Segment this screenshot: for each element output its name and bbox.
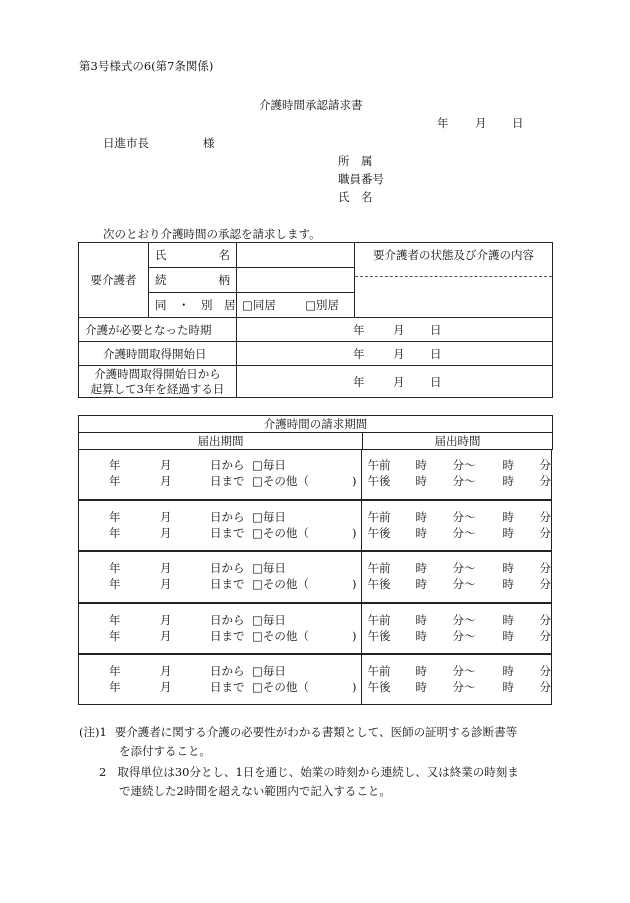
condition-header: 要介護者の状態及び介護の内容 xyxy=(355,243,553,268)
note-2-cont: で連続した2時間を超えない範囲内で記入すること。 xyxy=(119,784,391,798)
period-entry xyxy=(78,551,552,602)
period-entry xyxy=(78,449,552,500)
applicant-dept: 所 属 xyxy=(338,154,373,168)
period-dates[interactable]: 年 月 日から □毎日 年 月 日まで □その他（ ) xyxy=(79,449,362,499)
addressee-name: 日進市長 xyxy=(103,136,149,150)
applicant-name: 氏 名 xyxy=(338,190,373,204)
period-times[interactable]: 午前 時 分〜 時 分 午後 時 分〜 時 分 xyxy=(367,561,551,592)
period-left-header: 届出期間 xyxy=(79,433,363,450)
date-month: 月 xyxy=(475,116,487,130)
date-year: 年 xyxy=(437,116,449,130)
period-right-header: 届出時間 xyxy=(363,433,553,450)
needed-since-label: 介護が必要となった時期 xyxy=(79,318,237,342)
period-times[interactable]: 午前 時 分〜 時 分 午後 時 分〜 時 分 xyxy=(367,612,551,643)
three-years-date[interactable]: 年 月 日 xyxy=(237,366,553,398)
cohabit-separate-checkbox[interactable]: □別居 xyxy=(305,298,340,312)
care-recipient-header: 要介護者 xyxy=(79,243,149,318)
name-field[interactable] xyxy=(237,243,355,268)
cohabit-same-checkbox[interactable]: □同居 xyxy=(242,298,276,312)
start-date-label: 介護時間取得開始日 xyxy=(79,342,237,366)
form-title: 介護時間承認請求書 xyxy=(259,98,363,112)
note-1: (注)1 要介護者に関する介護の必要性がわかる書類として、医師の証明する診断書等 xyxy=(79,725,518,739)
needed-since-date[interactable]: 年 月 日 xyxy=(237,318,553,342)
cohabit-label: 同 ・ 別 居 xyxy=(149,293,237,318)
period-dates[interactable]: 年 月 日から □毎日 年 月 日まで □その他（ ) xyxy=(79,655,362,704)
period-dates[interactable]: 年 月 日から □毎日 年 月 日まで □その他（ ) xyxy=(79,604,362,653)
three-years-label: 介護時間取得開始日から 起算して3年を経過する日 xyxy=(79,366,237,398)
date-day: 日 xyxy=(512,116,524,130)
addressee-honorific: 様 xyxy=(203,136,215,150)
note-1-cont: を添付すること。 xyxy=(119,744,211,758)
cohabit-options xyxy=(237,293,355,318)
period-entry xyxy=(78,654,552,705)
period-times[interactable]: 午前 時 分〜 時 分 午後 時 分〜 時 分 xyxy=(367,510,551,541)
applicant-staff-no: 職員番号 xyxy=(338,172,384,186)
period-entry xyxy=(78,500,552,551)
period-entry xyxy=(78,603,552,654)
period-times[interactable]: 午前 時 分〜 時 分 午後 時 分〜 時 分 xyxy=(367,458,551,488)
relation-field[interactable] xyxy=(237,268,355,293)
relation-label-cell: 続 柄 xyxy=(149,268,237,293)
form-id: 第3号様式の6(第7条関係) xyxy=(79,59,214,73)
care-recipient-table xyxy=(78,242,553,398)
period-table xyxy=(78,415,553,450)
intro-text: 次のとおり介護時間の承認を請求します。 xyxy=(103,227,321,241)
note-2: 2 取得単位は30分とし、1日を通じ、始業の時刻から連続し、又は終業の時刻ま xyxy=(99,765,519,779)
condition-field[interactable] xyxy=(355,268,553,318)
start-date-date[interactable]: 年 月 日 xyxy=(237,342,553,366)
period-header: 介護時間の請求期間 xyxy=(79,416,553,433)
name-label-cell: 氏 名 xyxy=(149,243,237,268)
period-dates[interactable]: 年 月 日から □毎日 年 月 日まで □その他（ ) xyxy=(79,552,362,601)
period-times[interactable]: 午前 時 分〜 時 分 午後 時 分〜 時 分 xyxy=(367,663,551,694)
period-dates[interactable]: 年 月 日から □毎日 年 月 日まで □その他（ ) xyxy=(79,501,362,550)
